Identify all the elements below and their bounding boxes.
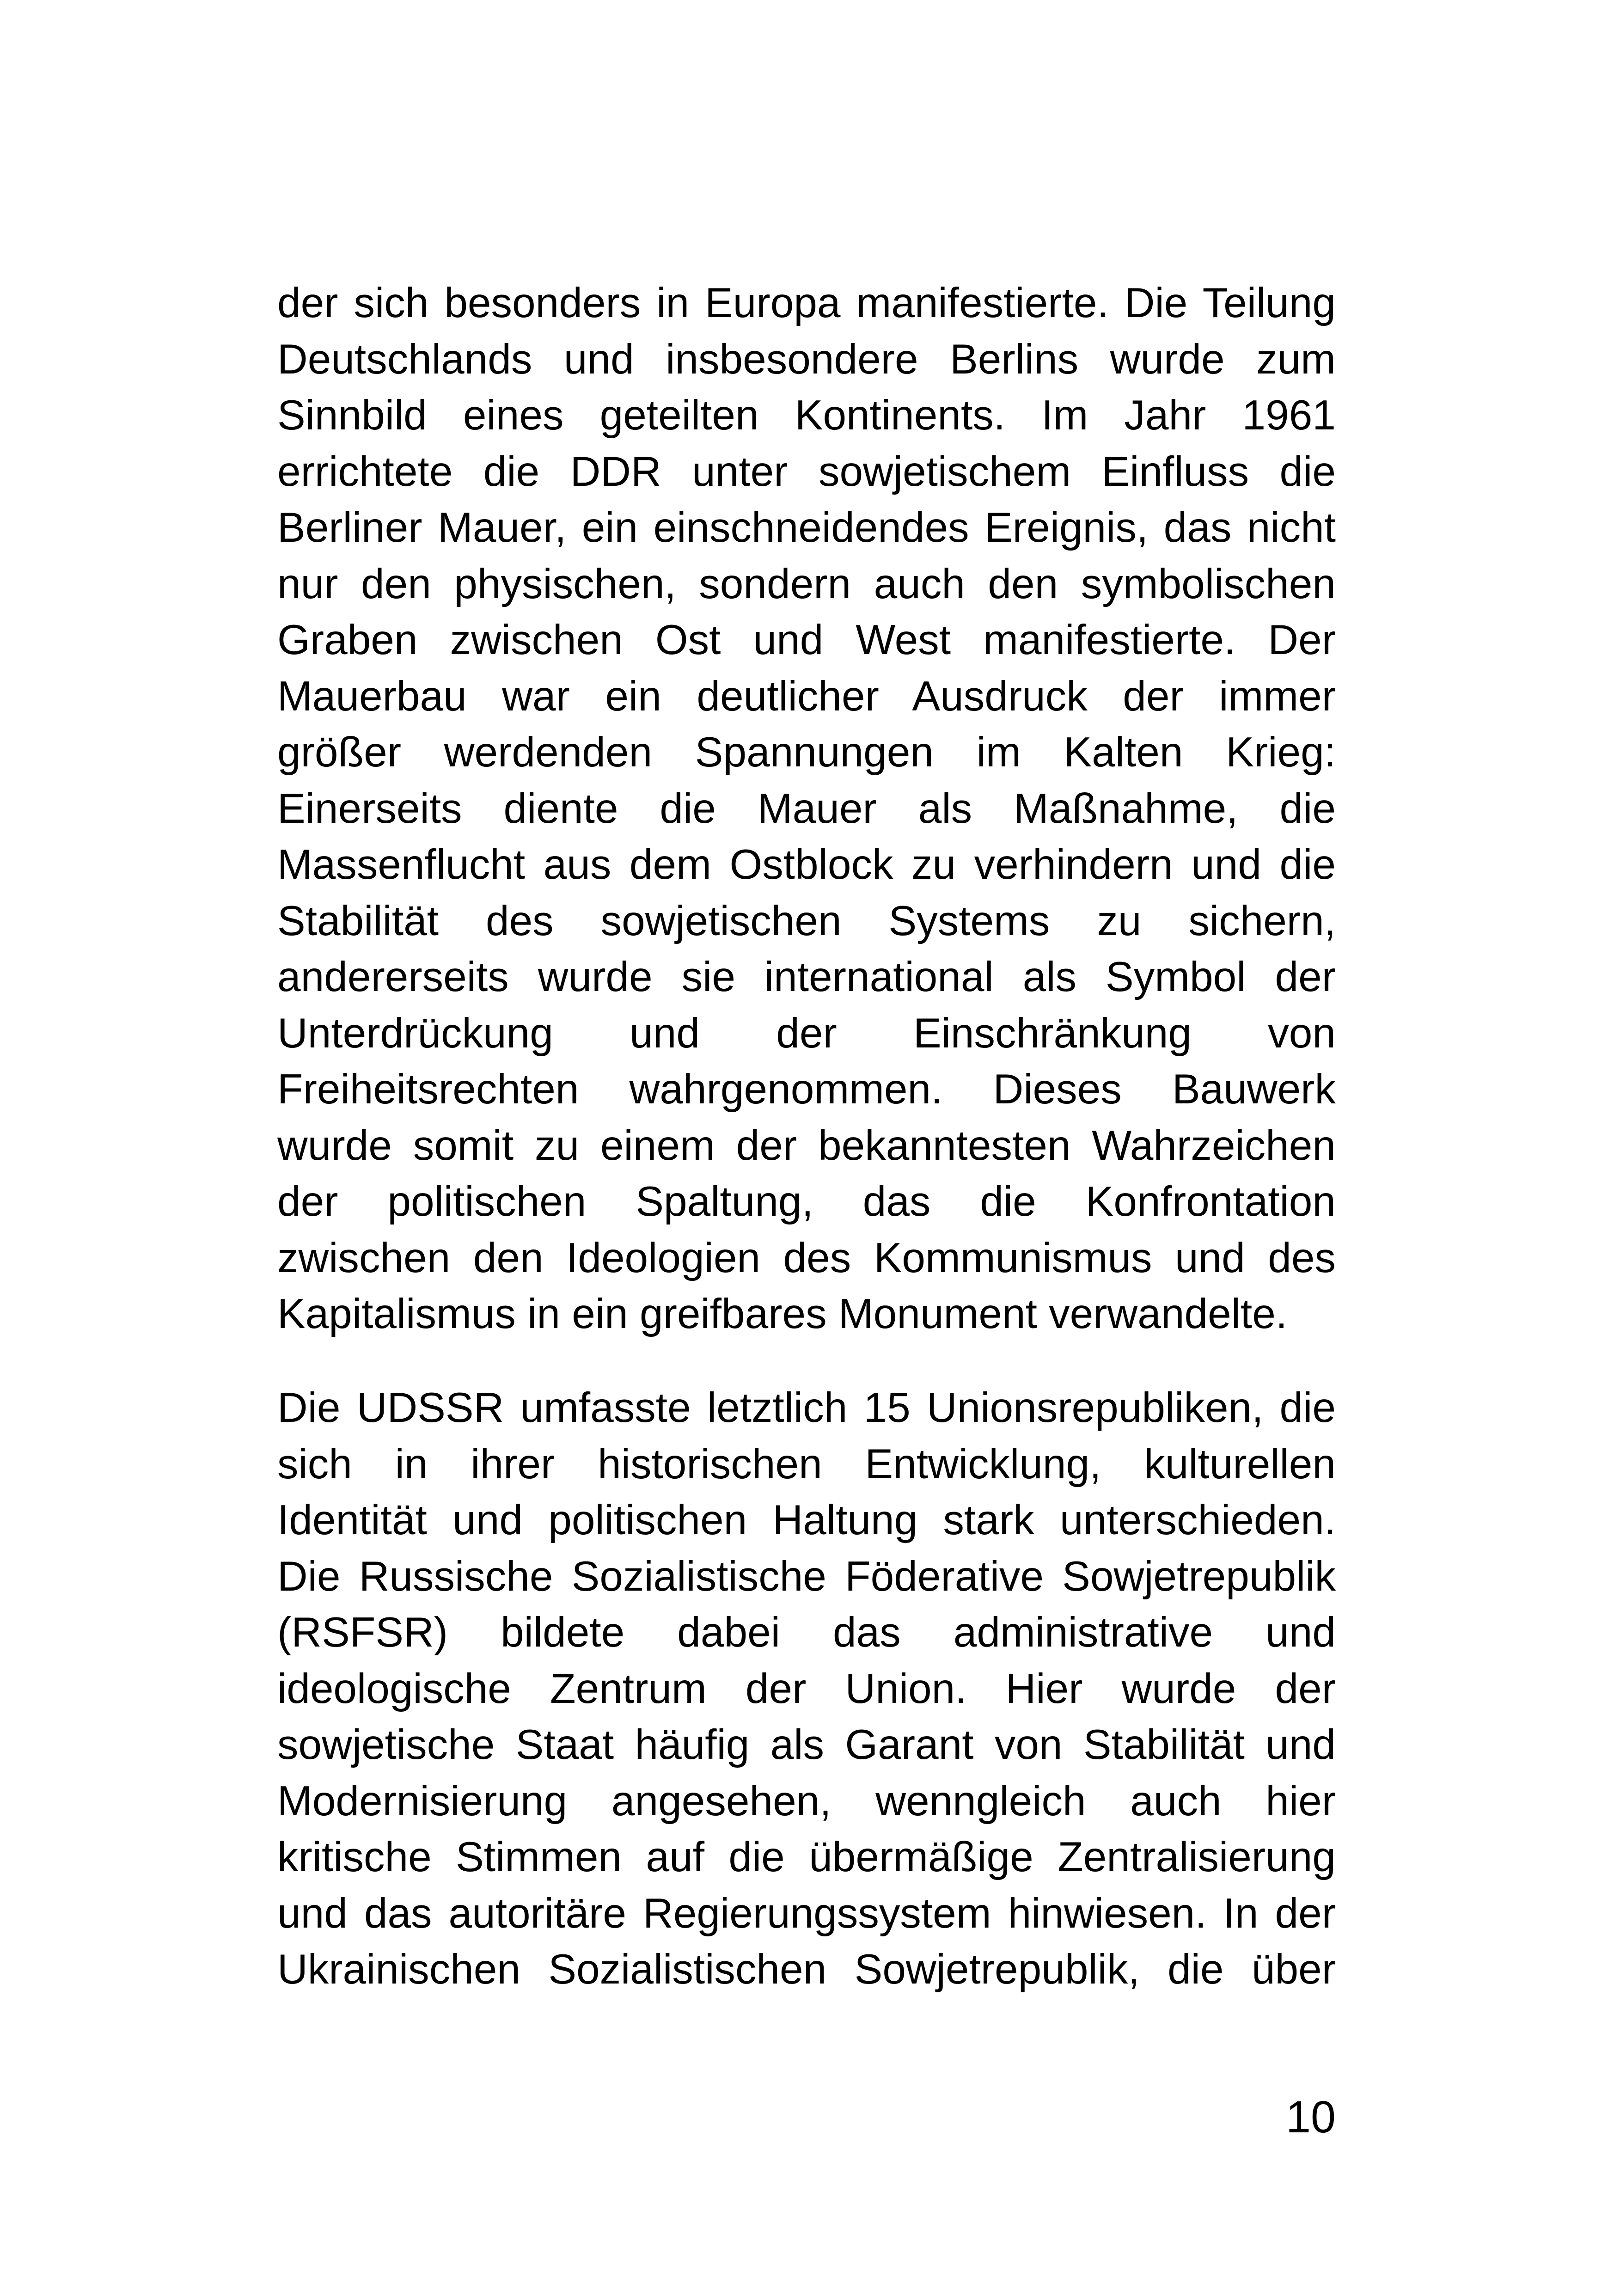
paragraph-line: Freiheitsrechten wahrgenommen. Dieses Bauwerk [277, 1066, 1336, 1113]
paragraph-line: Berliner Mauer, ein einschneidendes Ereignis, das nicht [277, 504, 1336, 551]
paragraph-line: andererseits wurde sie international als Symbol der [277, 954, 1336, 1000]
paragraph-line: Mauerbau war ein deutlicher Ausdruck der immer [277, 673, 1336, 720]
paragraph-line: Kapitalismus in ein greifbares Monument verwandelte. [277, 1291, 1288, 1337]
paragraph-1 [277, 275, 1336, 1342]
paragraph-line: Einerseits diente die Mauer als Maßnahme, die [277, 785, 1336, 832]
paragraph-line: Sinnbild eines geteilten Kontinents. Im Jahr 1961 [277, 392, 1336, 439]
paragraph-line: Stabilität des sowjetischen Systems zu sichern, [277, 897, 1336, 944]
paragraph-2 [277, 1380, 1336, 1998]
paragraph-line: Die UDSSR umfasste letztlich 15 Unionsrepubliken, die [277, 1384, 1336, 1431]
paragraph-line: wurde somit zu einem der bekanntesten Wahrzeichen [277, 1122, 1336, 1169]
paragraph-line: (RSFSR) bildete dabei das administrative und [277, 1609, 1336, 1656]
paragraph-line: Graben zwischen Ost und West manifestierte. Der [277, 617, 1336, 663]
paragraph-line: Unterdrückung und der Einschränkung von [277, 1010, 1336, 1057]
paragraph-line: Deutschlands und insbesondere Berlins wurde zum [277, 336, 1336, 383]
paragraph-line: Die Russische Sozialistische Föderative Sowjetrepublik [277, 1553, 1336, 1600]
paragraph-line: Identität und politischen Haltung stark unterschieden. [277, 1497, 1336, 1543]
paragraph-line: Modernisierung angesehen, wenngleich auch hier [277, 1777, 1336, 1825]
paragraph-line: sich in ihrer historischen Entwicklung, kulturellen [277, 1440, 1336, 1488]
paragraph-line: größer werdenden Spannungen im Kalten Krieg: [277, 729, 1336, 776]
paragraph-line: und das autoritäre Regierungssystem hinwiesen. In der [277, 1890, 1336, 1937]
paragraph-line: der sich besonders in Europa manifestierte. Die Teilung [277, 280, 1336, 326]
page-number: 10 [1286, 2092, 1336, 2142]
paragraph-line: kritische Stimmen auf die übermäßige Zentralisierung [277, 1834, 1336, 1880]
paragraph-line: sowjetische Staat häufig als Garant von Stabilität und [277, 1721, 1336, 1768]
paragraph-line: nur den physischen, sondern auch den symbolischen [277, 560, 1336, 607]
paragraph-line: Ukrainischen Sozialistischen Sowjetrepublik, die über [277, 1946, 1336, 1993]
paragraph-line: zwischen den Ideologien des Kommunismus und des [277, 1234, 1336, 1281]
paragraph-line: errichtete die DDR unter sowjetischem Einfluss die [277, 448, 1336, 495]
paragraph-line: Massenflucht aus dem Ostblock zu verhindern und die [277, 841, 1336, 888]
paragraph-line: der politischen Spaltung, das die Konfrontation [277, 1178, 1336, 1225]
paragraph-line: ideologische Zentrum der Union. Hier wurde der [277, 1665, 1336, 1712]
